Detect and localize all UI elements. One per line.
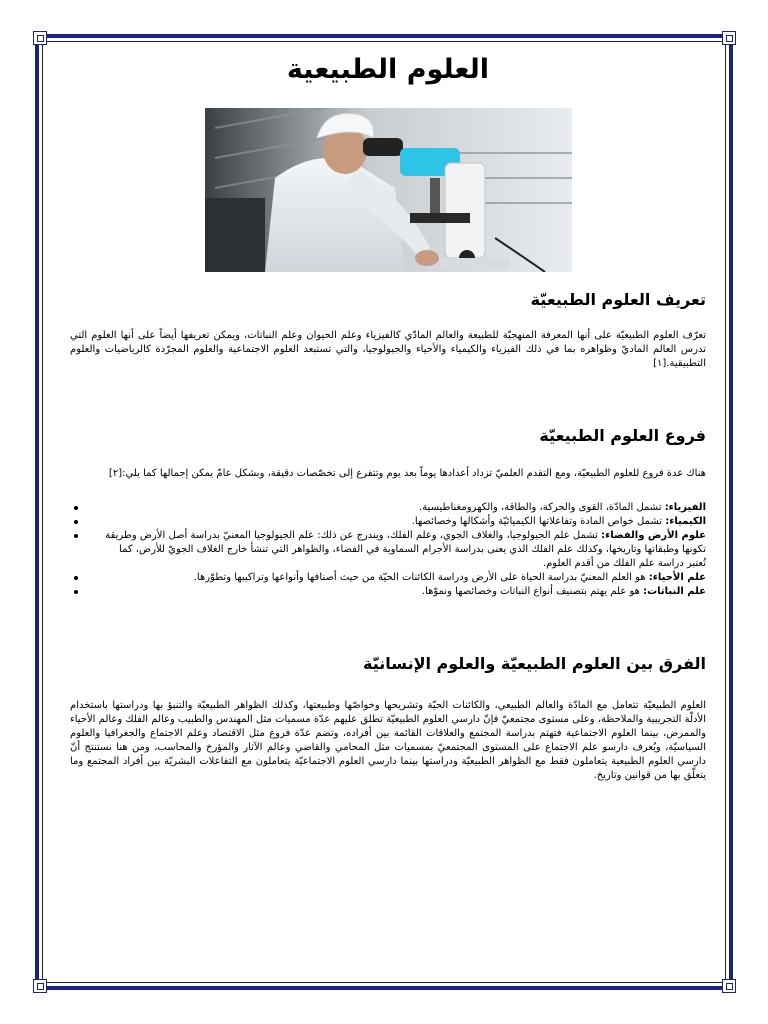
branch-desc: هو علم يهتم بتصنيف أنواع النباتات وخصائصها ونموّها.	[421, 586, 644, 597]
section-heading-difference: الفرق بين العلوم الطبيعيّة والعلوم الإنسانيّة	[363, 654, 706, 673]
branch-term: علم النباتات:	[643, 586, 706, 597]
border-corner-ornament	[33, 979, 47, 993]
section-heading-definition: تعريف العلوم الطبيعيّة	[530, 290, 706, 309]
section-text-branches-intro: هناك عدة فروع للعلوم الطبيعيّة، ومع التقدم العلميّ تزداد أعدادها يوماً بعد يوم وتتفرع إلى تخصّصات دقيقة، وبشكل عامّ يمكن إجمالها كما يلي:[٢]	[108, 468, 706, 479]
list-item	[100, 529, 706, 571]
branches-list	[70, 501, 706, 599]
list-item	[100, 585, 706, 599]
page-title: العلوم الطبيعية	[286, 54, 490, 85]
branch-desc: تشمل المادّة، القوى والحركة، والطاقة، والكهرومغناطيسية.	[419, 502, 665, 513]
section-text-difference: العلوم الطبيعيّة تتعامل مع المادّة والعالم الطبيعي، والكائنات الحيّة وتشريحها وخواصّها وطبيعتها، وكذلك الظواهر الطبيعيّة والتنبؤ بها ودراستها باستخدام الأدلّة التجريبية والملاحظة، وعلى مستوى مجتمعيّ فإنّ دارسي العلوم الطبيعيّة تطلق عليهم عدّة مسميات مثل المهندس والطبيب وعالم الفلك وعالم الأحياء والممرض، بينما العلوم الاجتماعية فتهتم بدراسة المجتمع والعلاقات القائمة بين أفراده، وتضم عدّة فروع مثل الاقتصاد وعلم الاجتماع والجغرافيا والعلوم السياسيّة، ويُعرف دارسو علم الاجتماع على المستوى المجتمعيّ بمسميات مثل المحامي والقاضي وعالم الآثار والمؤرخ والمحاسب، ومن هنا نستنتج أنّ دارسي العلوم الطبيعية يتعاملون فقط مع الظواهر الطبيعيّة ودراستها بينما دارسي العلوم الاجتماعيّة يتعاملون مع التفاعلات البشريّة بين أفراد المجتمع وما يتعلّق بها من قوانين وتاريخ.	[70, 700, 706, 781]
branch-term: الكيمياء:	[665, 516, 706, 527]
border-corner-ornament	[722, 979, 736, 993]
border-corner-ornament	[722, 31, 736, 45]
branch-term: الفيزياء:	[664, 502, 706, 513]
list-item	[100, 515, 706, 529]
list-item	[100, 501, 706, 515]
section-heading-branches: فروع العلوم الطبيعيّة	[539, 426, 706, 445]
scientist-microscope-photo	[205, 108, 572, 272]
branch-desc: تشمل علم الجيولوجيا، والغلاف الجوي، وعلم الفلك، ويندرج عن ذلك: علم الجيولوجيا المعنيّ بدراسة أصل الأرض وطريقة تكونها وطبقاتها وتاريخها، وكذلك علم الفلك الذي يعنى بدراسة الأجرام السماوية في الفضاء، والظواهر التي تنشأ خارج الغلاف الجويّ للأرض، كما تُعتبر دراسة علم الفلك من أقدم العلوم.	[105, 530, 706, 569]
branch-desc: هو العلم المعنيّ بدراسة الحياة على الأرض ودراسة الكائنات الحيّة من حيث أصنافها وأنواعها وتراكيبها وتطوّرها.	[193, 572, 649, 583]
border-corner-ornament	[33, 31, 47, 45]
document-body	[70, 50, 706, 783]
branch-term: علوم الأرض والفضاء:	[601, 530, 706, 541]
list-item	[100, 571, 706, 585]
branch-term: علم الأحياء:	[648, 572, 706, 583]
branch-desc: تشمل خواص المادة وتفاعلاتها الكيميائيّة وأشكالها وخصائصها.	[411, 516, 666, 527]
section-text-definition: تعرّف العلوم الطبيعيّة على أنها المعرفة المنهجيّة للطبيعة والعالم المادّي كالفيزياء وعلم الحيوان وعلم النباتات، ويمكن تعريفها أيضاً على أنها العلوم التي تدرس العالم الماديّ وظواهره بما في ذلك الفيزياء والكيمياء والأحياء والجيولوجيا، والتي تستبعد العلوم الاجتماعية والعلوم المجرّدة كالرياضيات والعلوم التطبيقية.[١]	[70, 330, 706, 369]
